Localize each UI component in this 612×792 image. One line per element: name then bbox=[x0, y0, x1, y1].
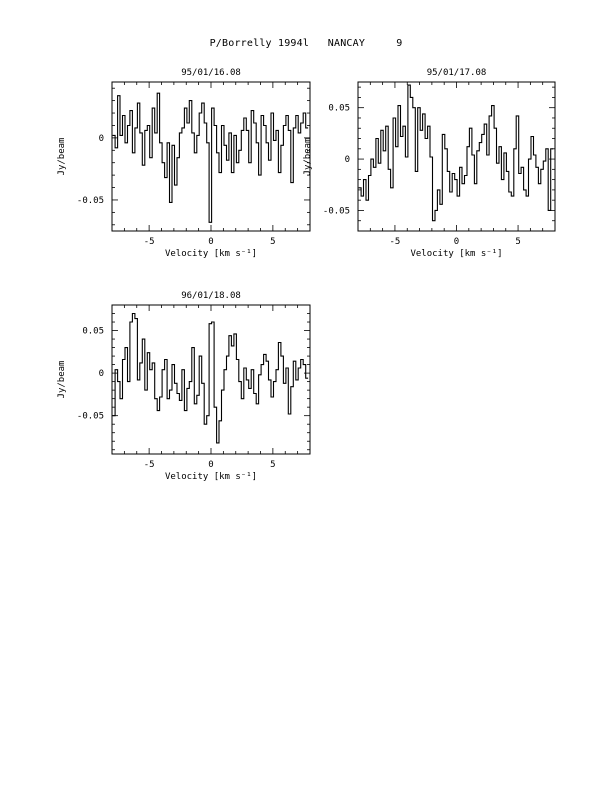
x-tick-label: -5 bbox=[143, 237, 155, 247]
plot-frame bbox=[358, 82, 555, 231]
x-tick-label: 5 bbox=[515, 237, 521, 247]
panel-title: 95/01/16.08 bbox=[181, 68, 241, 78]
spectrum-line bbox=[359, 85, 554, 221]
y-axis-label: Jy/beam bbox=[57, 137, 67, 176]
y-tick-label: 0.05 bbox=[328, 103, 350, 114]
y-axis-label: Jy/beam bbox=[57, 360, 67, 399]
x-tick-label: -5 bbox=[143, 460, 155, 470]
x-tick-label: 5 bbox=[270, 237, 276, 247]
y-tick-label: -0.05 bbox=[76, 195, 104, 206]
comet-name: P/Borrelly 1994l bbox=[209, 38, 310, 49]
plot-frame bbox=[112, 305, 310, 454]
spectrum-line bbox=[113, 93, 309, 222]
panel-title: 95/01/17.08 bbox=[426, 68, 487, 78]
spectrum-panel-3 bbox=[57, 291, 310, 482]
x-axis-label: Velocity [km s⁻¹] bbox=[164, 472, 258, 482]
x-tick-label: 0 bbox=[208, 237, 214, 247]
x-axis-label: Velocity [km s⁻¹] bbox=[410, 249, 503, 259]
x-tick-label: 0 bbox=[208, 460, 214, 470]
y-tick-label: 0 bbox=[98, 369, 104, 380]
spectrum-line bbox=[113, 314, 309, 443]
y-axis-label: Jy/beam bbox=[303, 137, 313, 176]
y-tick-label: 0 bbox=[344, 155, 350, 166]
x-tick-label: -5 bbox=[389, 237, 401, 247]
y-tick-label: 0 bbox=[98, 133, 104, 144]
observatory-name: NANCAY bbox=[327, 38, 366, 49]
y-tick-label: 0.05 bbox=[82, 326, 104, 337]
spectrum-panel-2 bbox=[303, 68, 555, 259]
spectrum-panel-1 bbox=[57, 68, 310, 259]
x-tick-label: 0 bbox=[453, 237, 460, 247]
x-axis-label: Velocity [km s⁻¹] bbox=[164, 249, 258, 259]
panel-title: 96/01/18.08 bbox=[181, 291, 241, 301]
x-tick-label: 5 bbox=[270, 460, 276, 470]
page-number: 9 bbox=[396, 38, 403, 49]
y-tick-label: -0.05 bbox=[76, 411, 104, 422]
y-tick-label: -0.05 bbox=[322, 206, 350, 217]
plot-frame bbox=[112, 82, 310, 231]
